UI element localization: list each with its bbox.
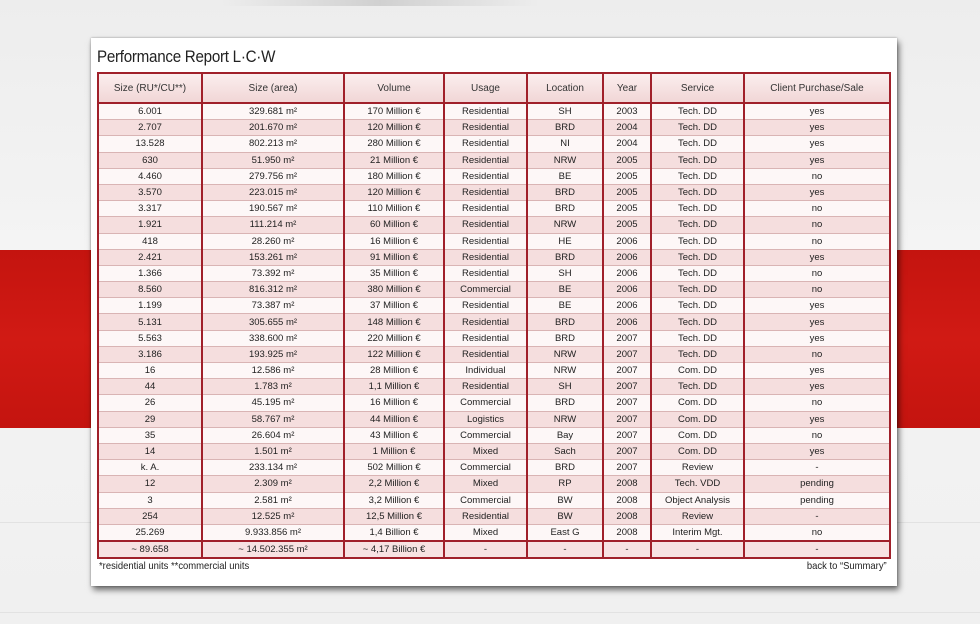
- table-cell: no: [744, 524, 890, 541]
- table-row: [98, 346, 890, 362]
- report-title: Performance Report L·C·W: [97, 48, 276, 66]
- table-cell: Com. DD: [651, 395, 744, 411]
- table-cell: Tech. DD: [651, 217, 744, 233]
- total-cell: -: [744, 541, 890, 558]
- table-cell: 329.681 m²: [202, 103, 344, 120]
- table-row: [98, 524, 890, 541]
- table-cell: NRW: [527, 363, 603, 379]
- table-cell: 6.001: [98, 103, 202, 120]
- table-cell: 9.933.856 m²: [202, 524, 344, 541]
- table-cell: 2007: [603, 460, 651, 476]
- table-cell: BRD: [527, 314, 603, 330]
- table-cell: Residential: [444, 233, 527, 249]
- column-header: Size (area): [202, 73, 344, 103]
- table-body: [98, 103, 890, 558]
- table-row: [98, 168, 890, 184]
- table-cell: 2007: [603, 427, 651, 443]
- table-cell: 2008: [603, 476, 651, 492]
- table-cell: Com. DD: [651, 427, 744, 443]
- table-cell: 338.600 m²: [202, 330, 344, 346]
- table-cell: 2007: [603, 395, 651, 411]
- table-cell: 1,4 Billion €: [344, 524, 444, 541]
- table-cell: BRD: [527, 201, 603, 217]
- table-cell: Com. DD: [651, 443, 744, 459]
- table-cell: Residential: [444, 265, 527, 281]
- table-cell: yes: [744, 152, 890, 168]
- table-cell: 4.460: [98, 168, 202, 184]
- table-cell: 2006: [603, 314, 651, 330]
- table-row: [98, 103, 890, 120]
- table-cell: yes: [744, 298, 890, 314]
- table-cell: 2007: [603, 346, 651, 362]
- table-cell: Tech. DD: [651, 314, 744, 330]
- table-cell: Residential: [444, 330, 527, 346]
- table-cell: Residential: [444, 168, 527, 184]
- table-cell: East G: [527, 524, 603, 541]
- table-row: [98, 298, 890, 314]
- table-cell: 91 Million €: [344, 249, 444, 265]
- total-cell: ~ 4,17 Billion €: [344, 541, 444, 558]
- table-row: [98, 427, 890, 443]
- table-cell: Sach: [527, 443, 603, 459]
- table-cell: NRW: [527, 346, 603, 362]
- table-cell: 418: [98, 233, 202, 249]
- table-cell: Residential: [444, 508, 527, 524]
- table-cell: SH: [527, 265, 603, 281]
- table-cell: Tech. DD: [651, 168, 744, 184]
- table-cell: Residential: [444, 379, 527, 395]
- table-cell: 3: [98, 492, 202, 508]
- table-cell: Object Analysis: [651, 492, 744, 508]
- table-cell: BE: [527, 282, 603, 298]
- table-cell: 35 Million €: [344, 265, 444, 281]
- table-cell: 29: [98, 411, 202, 427]
- table-cell: 5.131: [98, 314, 202, 330]
- back-to-summary-link[interactable]: back to “Summary”: [807, 560, 887, 572]
- table-cell: pending: [744, 476, 890, 492]
- table-cell: 44: [98, 379, 202, 395]
- performance-table: [97, 72, 891, 559]
- table-row: [98, 120, 890, 136]
- table-cell: Residential: [444, 314, 527, 330]
- table-cell: BE: [527, 168, 603, 184]
- table-cell: 73.387 m²: [202, 298, 344, 314]
- table-cell: Tech. DD: [651, 330, 744, 346]
- table-cell: 16 Million €: [344, 233, 444, 249]
- table-cell: 2007: [603, 363, 651, 379]
- table-cell: Residential: [444, 136, 527, 152]
- table-cell: Com. DD: [651, 363, 744, 379]
- table-cell: 2007: [603, 411, 651, 427]
- table-cell: no: [744, 201, 890, 217]
- table-cell: 280 Million €: [344, 136, 444, 152]
- table-cell: SH: [527, 379, 603, 395]
- top-shadow-strip: [220, 0, 540, 6]
- table-cell: 120 Million €: [344, 184, 444, 200]
- table-total-row: [98, 541, 890, 558]
- table-cell: Residential: [444, 201, 527, 217]
- column-header: Usage: [444, 73, 527, 103]
- table-row: [98, 330, 890, 346]
- table-row: [98, 201, 890, 217]
- table-cell: Residential: [444, 249, 527, 265]
- table-cell: 148 Million €: [344, 314, 444, 330]
- table-cell: no: [744, 265, 890, 281]
- table-cell: Residential: [444, 184, 527, 200]
- table-cell: Individual: [444, 363, 527, 379]
- table-cell: Tech. DD: [651, 282, 744, 298]
- table-cell: yes: [744, 249, 890, 265]
- table-cell: 12.525 m²: [202, 508, 344, 524]
- table-cell: 2007: [603, 330, 651, 346]
- table-cell: 58.767 m²: [202, 411, 344, 427]
- table-cell: 1.501 m²: [202, 443, 344, 459]
- table-cell: 254: [98, 508, 202, 524]
- table-cell: 153.261 m²: [202, 249, 344, 265]
- table-cell: 2005: [603, 184, 651, 200]
- table-row: [98, 395, 890, 411]
- table-cell: 2007: [603, 443, 651, 459]
- column-header: Size (RU*/CU**): [98, 73, 202, 103]
- table-cell: Tech. DD: [651, 233, 744, 249]
- table-cell: 380 Million €: [344, 282, 444, 298]
- table-cell: yes: [744, 103, 890, 120]
- table-cell: 51.950 m²: [202, 152, 344, 168]
- table-cell: k. A.: [98, 460, 202, 476]
- table-cell: 630: [98, 152, 202, 168]
- table-cell: yes: [744, 379, 890, 395]
- table-cell: BE: [527, 298, 603, 314]
- table-cell: no: [744, 346, 890, 362]
- table-cell: 305.655 m²: [202, 314, 344, 330]
- table-cell: BRD: [527, 249, 603, 265]
- table-row: [98, 508, 890, 524]
- table-cell: NRW: [527, 217, 603, 233]
- table-cell: 3.317: [98, 201, 202, 217]
- table-cell: 3,2 Million €: [344, 492, 444, 508]
- table-cell: Bay: [527, 427, 603, 443]
- table-cell: Tech. VDD: [651, 476, 744, 492]
- table-cell: 111.214 m²: [202, 217, 344, 233]
- table-row: [98, 282, 890, 298]
- table-cell: 2.707: [98, 120, 202, 136]
- column-header: Service: [651, 73, 744, 103]
- table-cell: -: [744, 460, 890, 476]
- table-cell: 1.783 m²: [202, 379, 344, 395]
- total-cell: -: [603, 541, 651, 558]
- table-cell: Tech. DD: [651, 379, 744, 395]
- table-cell: 2006: [603, 249, 651, 265]
- table-cell: Com. DD: [651, 411, 744, 427]
- table-cell: 25.269: [98, 524, 202, 541]
- table-cell: 16 Million €: [344, 395, 444, 411]
- table-cell: 1,1 Million €: [344, 379, 444, 395]
- total-cell: -: [527, 541, 603, 558]
- table-cell: BRD: [527, 184, 603, 200]
- table-cell: SH: [527, 103, 603, 120]
- table-cell: Tech. DD: [651, 265, 744, 281]
- table-cell: BRD: [527, 460, 603, 476]
- table-cell: yes: [744, 411, 890, 427]
- table-cell: 2005: [603, 201, 651, 217]
- table-row: [98, 265, 890, 281]
- table-cell: NRW: [527, 152, 603, 168]
- table-cell: BW: [527, 508, 603, 524]
- table-cell: BRD: [527, 330, 603, 346]
- table-cell: 110 Million €: [344, 201, 444, 217]
- table-cell: 2003: [603, 103, 651, 120]
- table-cell: 2008: [603, 508, 651, 524]
- table-cell: 12: [98, 476, 202, 492]
- table-cell: 2005: [603, 152, 651, 168]
- table-cell: 21 Million €: [344, 152, 444, 168]
- table-cell: 190.567 m²: [202, 201, 344, 217]
- table-cell: NRW: [527, 411, 603, 427]
- table-cell: 223.015 m²: [202, 184, 344, 200]
- table-cell: yes: [744, 314, 890, 330]
- table-cell: 1.921: [98, 217, 202, 233]
- table-cell: Tech. DD: [651, 298, 744, 314]
- table-cell: Residential: [444, 217, 527, 233]
- table-cell: 233.134 m²: [202, 460, 344, 476]
- table-cell: Review: [651, 508, 744, 524]
- table-cell: 2004: [603, 136, 651, 152]
- table-cell: 13.528: [98, 136, 202, 152]
- table-cell: Residential: [444, 298, 527, 314]
- table-cell: 2.309 m²: [202, 476, 344, 492]
- table-cell: 816.312 m²: [202, 282, 344, 298]
- table-cell: 44 Million €: [344, 411, 444, 427]
- table-cell: 3.186: [98, 346, 202, 362]
- table-cell: 1 Million €: [344, 443, 444, 459]
- table-cell: 279.756 m²: [202, 168, 344, 184]
- table-cell: 43 Million €: [344, 427, 444, 443]
- table-row: [98, 136, 890, 152]
- table-row: [98, 217, 890, 233]
- table-cell: Mixed: [444, 524, 527, 541]
- table-cell: no: [744, 427, 890, 443]
- table-cell: Commercial: [444, 460, 527, 476]
- table-cell: 26.604 m²: [202, 427, 344, 443]
- table-cell: Residential: [444, 120, 527, 136]
- table-cell: 37 Million €: [344, 298, 444, 314]
- table-cell: 12.586 m²: [202, 363, 344, 379]
- table-cell: 120 Million €: [344, 120, 444, 136]
- table-cell: Tech. DD: [651, 184, 744, 200]
- table-cell: yes: [744, 184, 890, 200]
- table-cell: no: [744, 282, 890, 298]
- background-divider: [0, 612, 980, 613]
- table-cell: 28.260 m²: [202, 233, 344, 249]
- table-header-row: [98, 73, 890, 103]
- table-cell: pending: [744, 492, 890, 508]
- table-cell: 2006: [603, 298, 651, 314]
- table-cell: BRD: [527, 395, 603, 411]
- table-cell: 220 Million €: [344, 330, 444, 346]
- table-cell: 14: [98, 443, 202, 459]
- table-cell: 2006: [603, 233, 651, 249]
- table-cell: yes: [744, 120, 890, 136]
- table-cell: 2,2 Million €: [344, 476, 444, 492]
- total-cell: ~ 89.658: [98, 541, 202, 558]
- table-row: [98, 363, 890, 379]
- table-row: [98, 152, 890, 168]
- table-cell: yes: [744, 443, 890, 459]
- table-cell: Residential: [444, 346, 527, 362]
- table-cell: Commercial: [444, 282, 527, 298]
- table-cell: 502 Million €: [344, 460, 444, 476]
- table-cell: 802.213 m²: [202, 136, 344, 152]
- table-cell: Commercial: [444, 492, 527, 508]
- table-cell: 16: [98, 363, 202, 379]
- table-cell: yes: [744, 330, 890, 346]
- table-cell: Review: [651, 460, 744, 476]
- table-cell: 1.199: [98, 298, 202, 314]
- table-cell: 2.581 m²: [202, 492, 344, 508]
- column-header: Location: [527, 73, 603, 103]
- table-cell: 2005: [603, 168, 651, 184]
- table-cell: 26: [98, 395, 202, 411]
- table-cell: Commercial: [444, 427, 527, 443]
- table-row: [98, 492, 890, 508]
- table-cell: 45.195 m²: [202, 395, 344, 411]
- table-cell: 12,5 Million €: [344, 508, 444, 524]
- report-card: [91, 38, 897, 586]
- table-cell: Tech. DD: [651, 136, 744, 152]
- table-cell: yes: [744, 363, 890, 379]
- table-cell: 73.392 m²: [202, 265, 344, 281]
- table-cell: no: [744, 168, 890, 184]
- table-cell: 5.563: [98, 330, 202, 346]
- table-row: [98, 460, 890, 476]
- table-cell: -: [744, 508, 890, 524]
- table-cell: Tech. DD: [651, 152, 744, 168]
- table-cell: Tech. DD: [651, 249, 744, 265]
- table-cell: 2006: [603, 265, 651, 281]
- column-header: Volume: [344, 73, 444, 103]
- table-cell: NI: [527, 136, 603, 152]
- table-cell: 201.670 m²: [202, 120, 344, 136]
- table-row: [98, 443, 890, 459]
- table-cell: 193.925 m²: [202, 346, 344, 362]
- table-cell: Residential: [444, 152, 527, 168]
- table-cell: 35: [98, 427, 202, 443]
- table-cell: Tech. DD: [651, 346, 744, 362]
- table-cell: yes: [744, 136, 890, 152]
- table-cell: 28 Million €: [344, 363, 444, 379]
- table-cell: 3.570: [98, 184, 202, 200]
- table-cell: no: [744, 217, 890, 233]
- table-cell: BW: [527, 492, 603, 508]
- footnote: *residential units **commercial units: [99, 560, 250, 572]
- table-cell: Tech. DD: [651, 201, 744, 217]
- table-cell: RP: [527, 476, 603, 492]
- table-cell: 1.366: [98, 265, 202, 281]
- table-cell: 2008: [603, 524, 651, 541]
- column-header: Year: [603, 73, 651, 103]
- total-cell: ~ 14.502.355 m²: [202, 541, 344, 558]
- table-cell: HE: [527, 233, 603, 249]
- table-cell: Tech. DD: [651, 120, 744, 136]
- table-cell: 122 Million €: [344, 346, 444, 362]
- total-cell: -: [651, 541, 744, 558]
- table-cell: BRD: [527, 120, 603, 136]
- table-cell: Logistics: [444, 411, 527, 427]
- table-cell: 2006: [603, 282, 651, 298]
- table-cell: 2.421: [98, 249, 202, 265]
- table-cell: 60 Million €: [344, 217, 444, 233]
- table-cell: Mixed: [444, 443, 527, 459]
- table-row: [98, 379, 890, 395]
- total-cell: -: [444, 541, 527, 558]
- table-row: [98, 249, 890, 265]
- table-cell: 2007: [603, 379, 651, 395]
- table-row: [98, 411, 890, 427]
- table-row: [98, 314, 890, 330]
- table-cell: Interim Mgt.: [651, 524, 744, 541]
- column-header: Client Purchase/Sale: [744, 73, 890, 103]
- table-cell: 2004: [603, 120, 651, 136]
- table-cell: 2005: [603, 217, 651, 233]
- table-row: [98, 233, 890, 249]
- table-cell: Mixed: [444, 476, 527, 492]
- table-cell: 170 Million €: [344, 103, 444, 120]
- table-cell: Tech. DD: [651, 103, 744, 120]
- table-cell: 2008: [603, 492, 651, 508]
- table-cell: no: [744, 233, 890, 249]
- table-cell: no: [744, 395, 890, 411]
- table-row: [98, 184, 890, 200]
- table-cell: 180 Million €: [344, 168, 444, 184]
- table-cell: Commercial: [444, 395, 527, 411]
- table-row: [98, 476, 890, 492]
- table-cell: Residential: [444, 103, 527, 120]
- table-cell: 8.560: [98, 282, 202, 298]
